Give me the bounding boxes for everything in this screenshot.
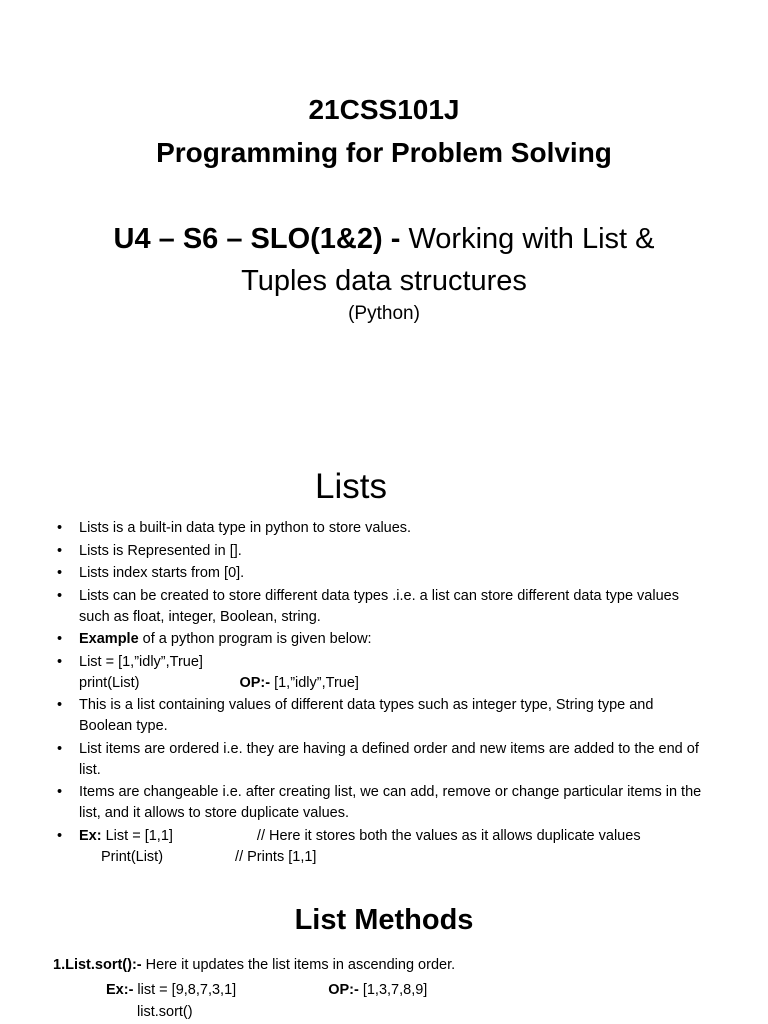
- list-item: • Items are changeable i.e. after creating list, we can add, remove or change particular items in the list, and it allows to store duplicate values.: [57, 784, 702, 821]
- code-comment: // Prints [1,1]: [235, 848, 317, 865]
- bullet-icon: •: [57, 697, 63, 713]
- unit-topic: Working with List & Tuples data structures: [241, 223, 655, 297]
- list-item: • Lists index starts from [0].: [57, 563, 707, 584]
- list-item-code-example: [57, 652, 707, 694]
- lists-heading: Lists: [315, 467, 387, 506]
- code-line: list = [9,8,7,3,1]: [133, 982, 237, 998]
- list-item: • Lists is Represented in [].: [57, 541, 707, 562]
- method-sort-example: [106, 980, 427, 1001]
- list-item: • Lists can be created to store different data types .i.e. a list can store different data type values such as float, integer, Boolean, string.: [57, 587, 679, 625]
- bullet-icon: •: [57, 740, 63, 757]
- course-title: Programming for Problem Solving: [156, 137, 612, 168]
- unit-heading: [0, 218, 768, 302]
- list-item: • List items are ordered i.e. they are having a defined order and new items are added to the end of list.: [57, 740, 699, 778]
- bullet-icon: •: [57, 520, 63, 536]
- lists-bullet-list: [57, 518, 707, 869]
- method-label: 1.List.sort():-: [53, 957, 142, 973]
- bullet-icon: •: [57, 587, 63, 604]
- bullet-icon: •: [57, 653, 63, 670]
- bullet-icon: •: [57, 827, 63, 844]
- bullet-icon: •: [57, 542, 63, 559]
- method-sort-call: list.sort(): [137, 1004, 193, 1020]
- output-label: OP:-: [239, 674, 271, 691]
- example-label: Ex:: [79, 827, 102, 844]
- code-comment: // Here it stores both the values as it allows duplicate values: [256, 827, 641, 844]
- course-code: 21CSS101J: [308, 94, 460, 125]
- example-label: Ex:-: [106, 982, 134, 998]
- unit-prefix: U4 – S6 – SLO(1&2) -: [113, 223, 409, 255]
- bullet-icon: •: [57, 631, 63, 647]
- output-value: [1,3,7,8,9]: [358, 982, 428, 998]
- code-line: List = [1,1]: [101, 827, 173, 844]
- list-item: • This is a list containing values of different data types such as integer type, String type and Boolean type.: [57, 697, 654, 734]
- bullet-icon: •: [57, 784, 63, 800]
- code-line: List = [1,”idly”,True]: [79, 653, 203, 670]
- code-line: print(List): [79, 674, 140, 691]
- bullet-icon: •: [57, 565, 63, 581]
- method-sort-description: 1.List.sort():- Here it updates the list items in ascending order.: [53, 957, 456, 973]
- list-item: • Example of a python program is given below:: [57, 629, 707, 650]
- list-item-duplicate-example: [57, 826, 707, 868]
- language-label: (Python): [348, 303, 420, 324]
- code-line: Print(List): [101, 848, 164, 865]
- list-item: • Lists is a built-in data type in python to store values.: [57, 518, 707, 539]
- output-value: [1,”idly”,True]: [270, 674, 359, 691]
- output-label: OP:-: [328, 982, 359, 998]
- list-methods-heading: List Methods: [294, 904, 474, 936]
